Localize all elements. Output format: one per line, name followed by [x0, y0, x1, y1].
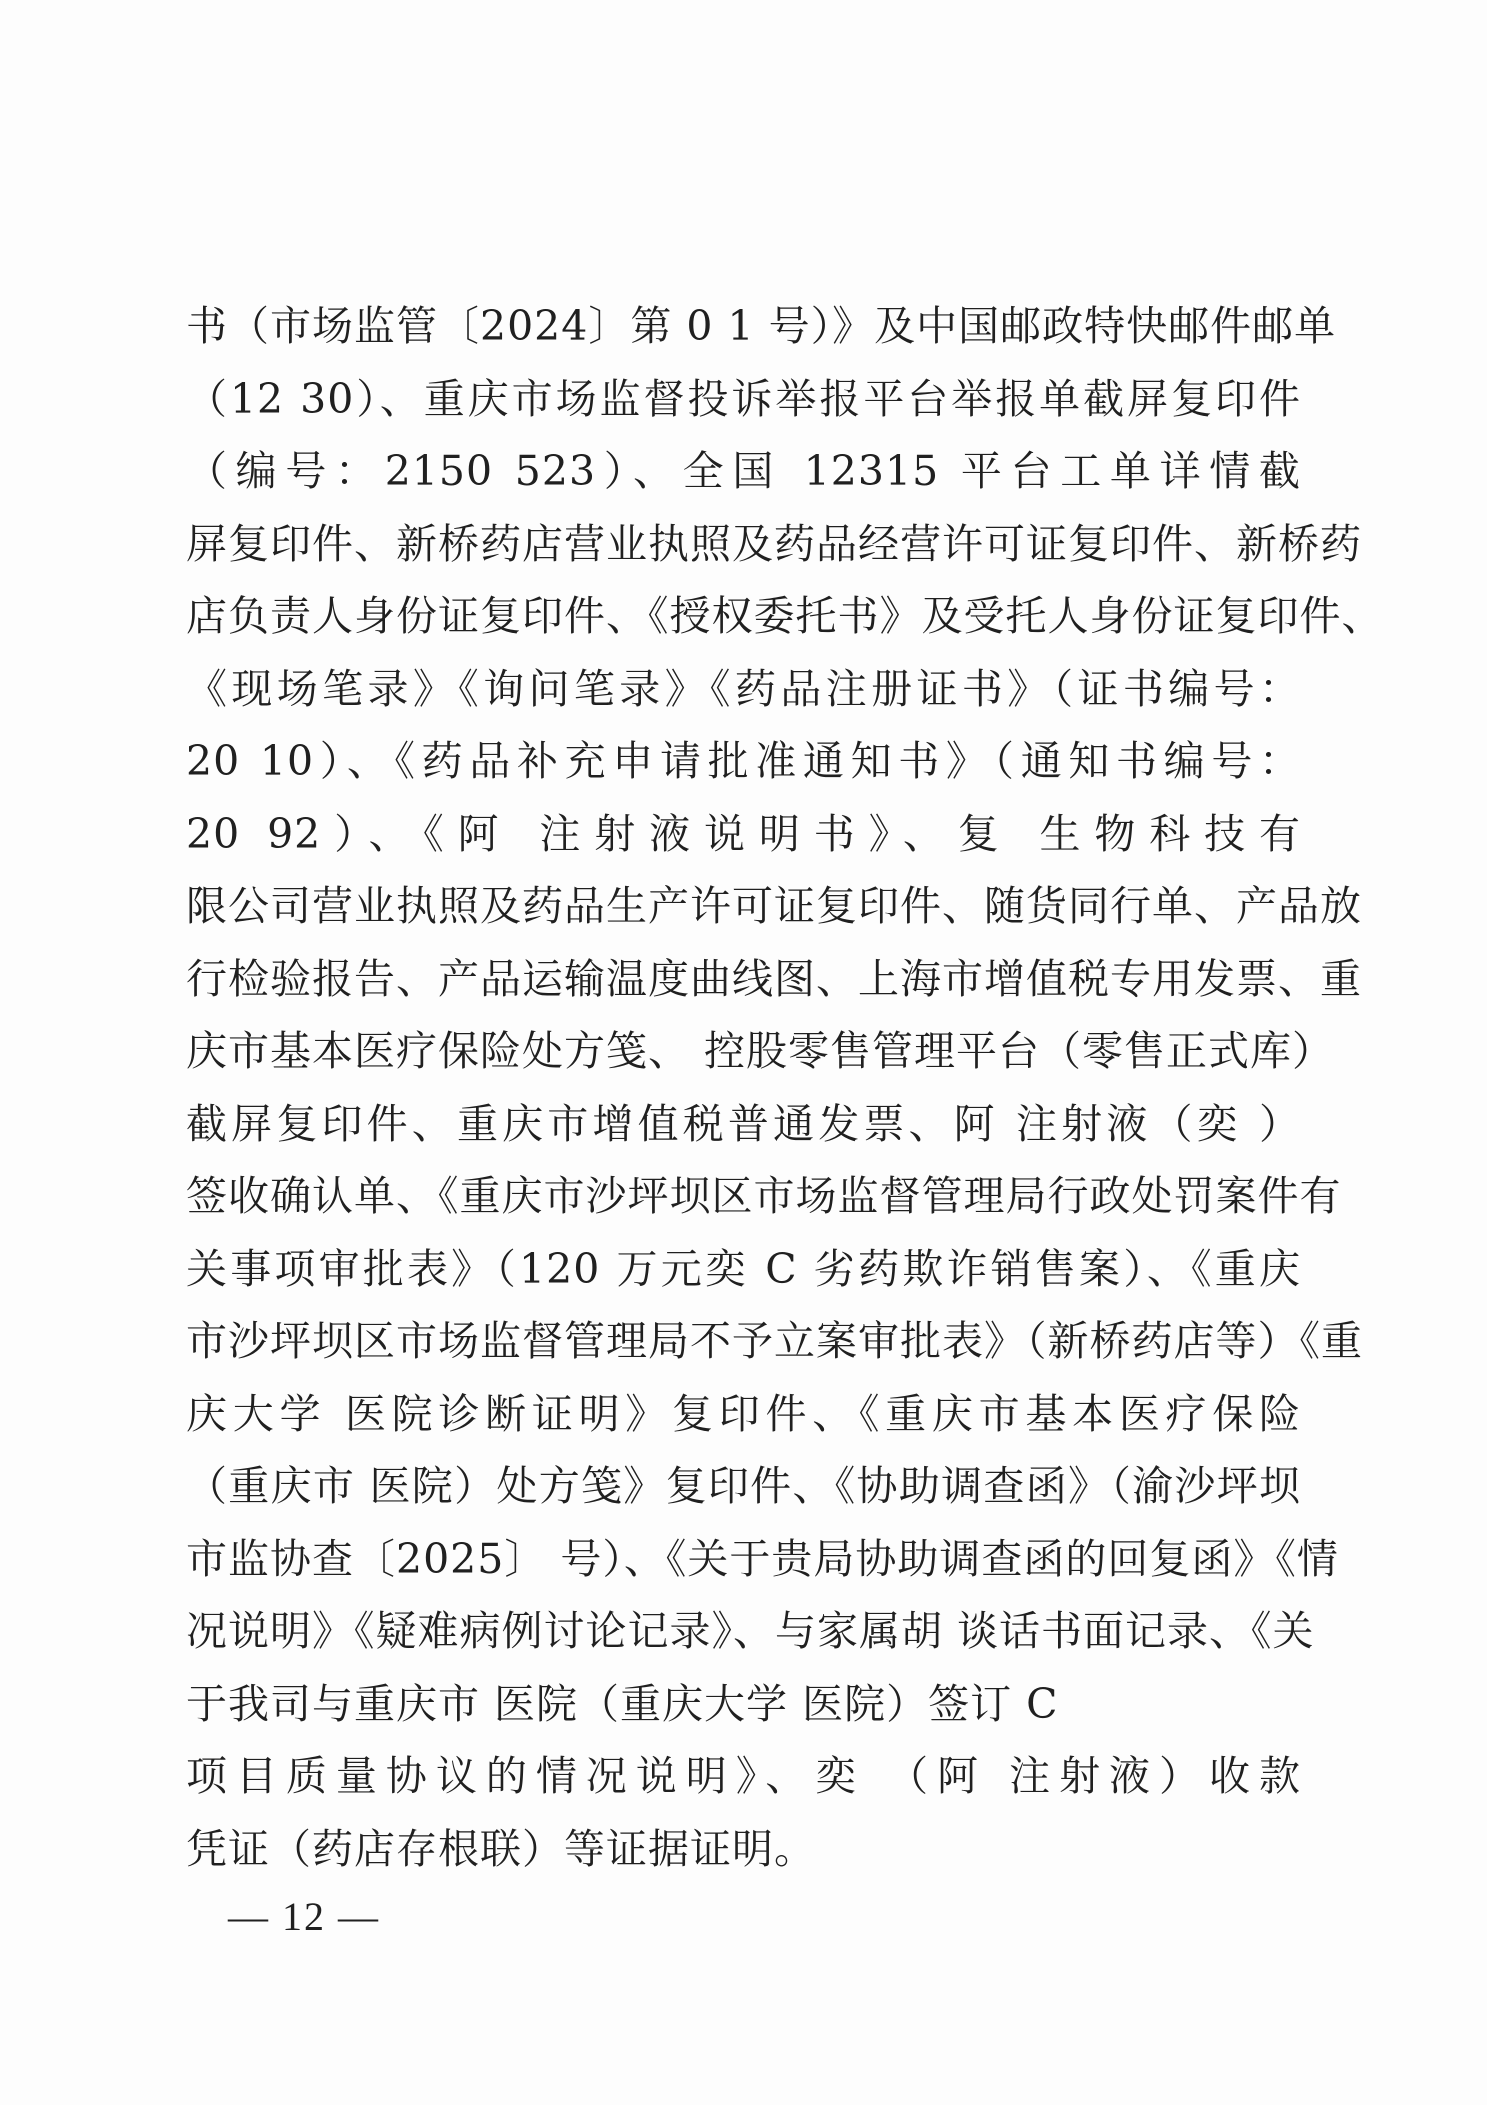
text-line: 庆市基本医疗保险处方笺、 控股零售管理平台（零售正式库） — [186, 1027, 1335, 1075]
text-line: （重庆市 医院）处方笺》复印件、《协助调查函》（渝沙坪坝 — [186, 1462, 1301, 1510]
text-line: （12 30）、重庆市场监督投诉举报平台举报单截屏复印件 — [186, 374, 1301, 423]
text-line: 屏复印件、新桥药店营业执照及药品经营许可证复印件、新桥药 — [186, 519, 1362, 568]
text-line: （编号：2150 523）、全国 12315 平台工单详情截 — [186, 447, 1301, 495]
text-line: 20 10）、《药品补充申请批准通知书》（通知书编号： — [186, 737, 1301, 785]
body-text — [186, 290, 1384, 1885]
text-line: 于我司与重庆市 医院（重庆大学 医院）签订 C — [186, 1679, 1059, 1728]
text-line: 况说明》《疑难病例讨论记录》、与家属胡 谈话书面记录、《关 — [186, 1607, 1315, 1655]
page-number: — 12 — — [228, 1894, 380, 1939]
text-line: 关事项审批表》（120 万元奕 C 劣药欺诈销售案）、《重庆 — [186, 1244, 1301, 1293]
text-line: 20 92）、《阿 注射液说明书》、复 生物科技有 — [186, 809, 1301, 858]
text-line: 庆大学 医院诊断证明》复印件、《重庆市基本医疗保险 — [186, 1389, 1301, 1438]
text-line: 项目质量协议的情况说明》、奕 （阿 注射液）收款 — [186, 1752, 1301, 1800]
text-line: 《现场笔录》《询问笔录》《药品注册证书》（证书编号： — [186, 664, 1301, 713]
text-line: 行检验报告、产品运输温度曲线图、上海市增值税专用发票、重 — [186, 954, 1362, 1003]
text-line: 书（市场监管〔2024〕第 0 1 号）》及中国邮政特快邮件邮单 — [186, 302, 1337, 350]
text-line: 市监协查〔2025〕 号）、《关于贵局协助调查函的回复函》《情 — [186, 1534, 1339, 1583]
text-line: 市沙坪坝区市场监督管理局不予立案审批表》（新桥药店等）《重 — [186, 1317, 1363, 1365]
text-line: 店负责人身份证复印件、《授权委托书》及受托人身份证复印件、 — [186, 592, 1384, 640]
text-line: 签收确认单、《重庆市沙坪坝区市场监督管理局行政处罚案件有 — [186, 1172, 1342, 1220]
text-line: 截屏复印件、重庆市增值税普通发票、阿 注射液（奕 ） — [186, 1099, 1301, 1148]
text-line: 凭证（药店存根联）等证据证明。 — [186, 1824, 816, 1873]
text-line: 限公司营业执照及药品生产许可证复印件、随货同行单、产品放 — [186, 882, 1362, 930]
